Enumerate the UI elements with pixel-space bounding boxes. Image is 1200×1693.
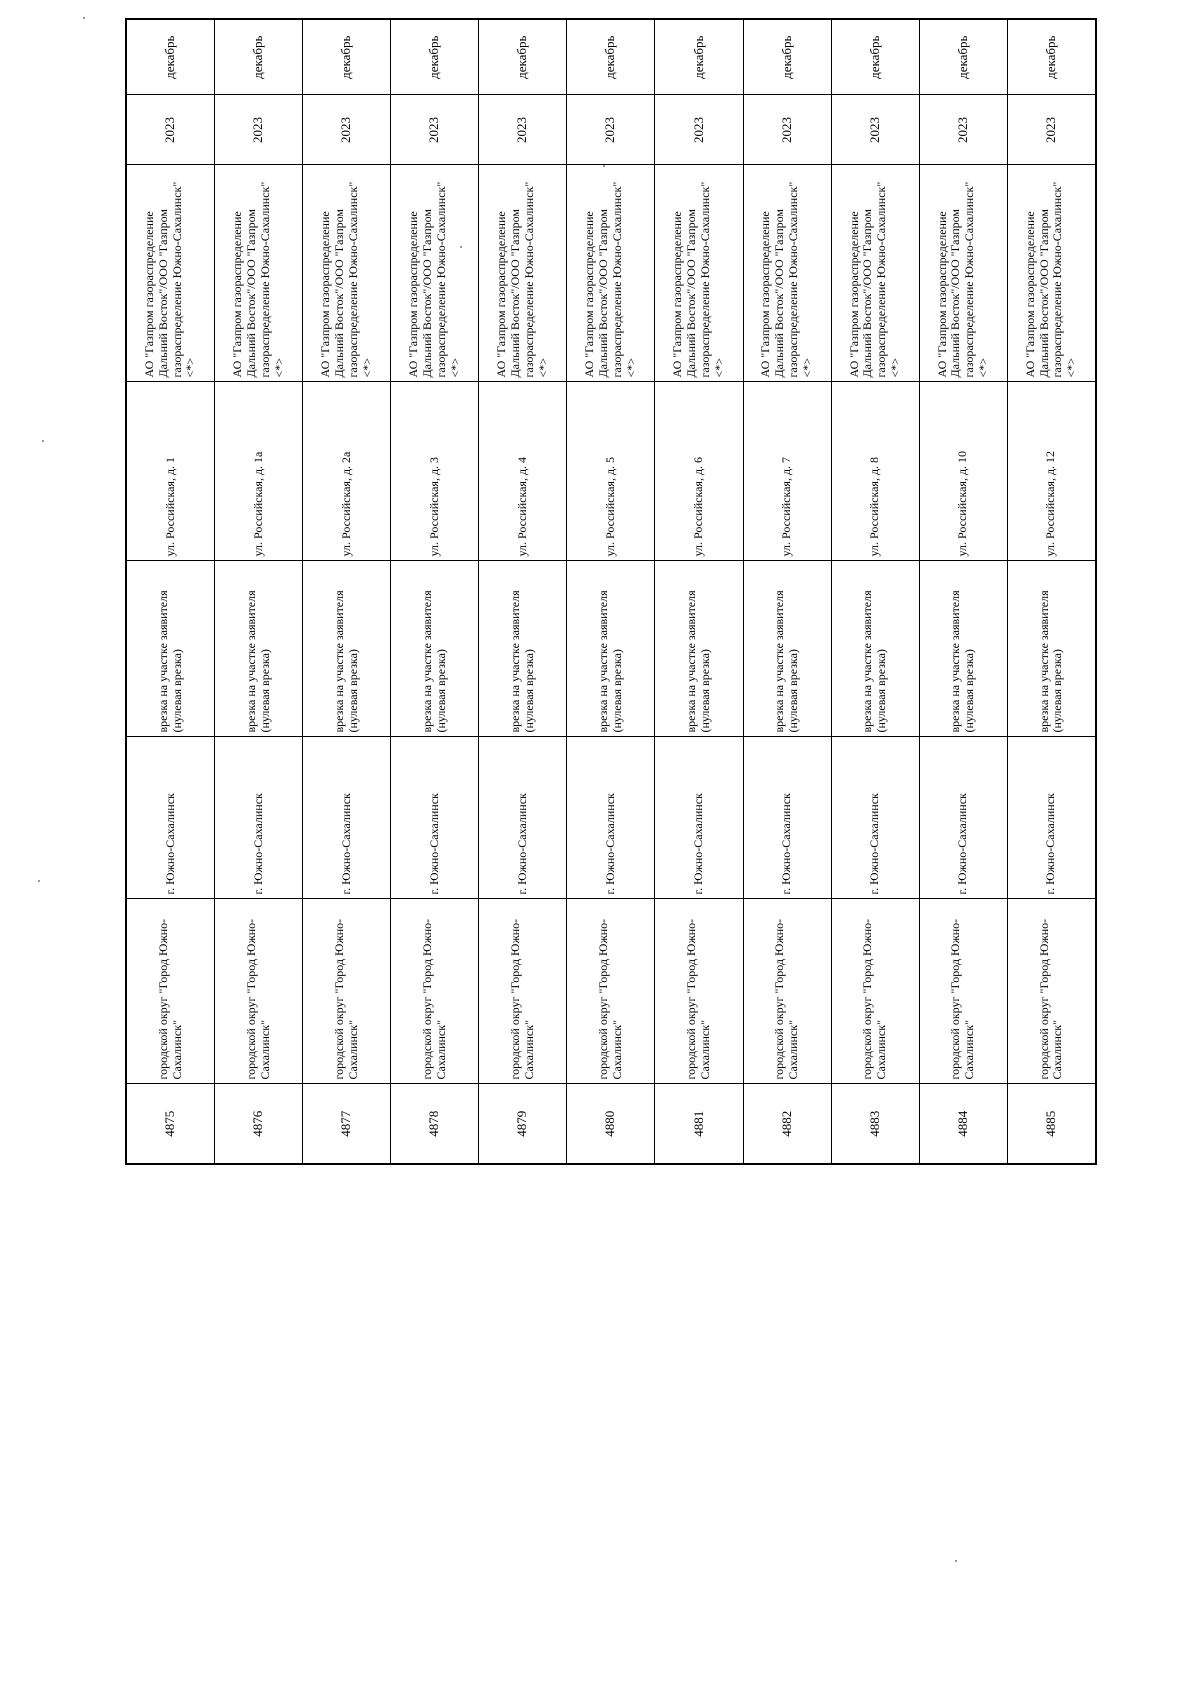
table-row xyxy=(655,19,743,1164)
year-cell: 2023 xyxy=(215,95,303,165)
scan-speck xyxy=(42,440,44,442)
row-number-cell: 4885 xyxy=(1007,1084,1096,1164)
organization-cell: АО "Газпром газораспределение Дальний Восток"/ООО "Газпром газораспределение Южно-Сахалинск" <*> xyxy=(126,165,215,382)
row-number-cell: 4875 xyxy=(126,1084,215,1164)
address-cell: ул. Российская, д. 1а xyxy=(215,382,303,561)
year-cell: 2023 xyxy=(126,95,215,165)
work-type-cell: врезка на участке заявителя (нулевая врезка) xyxy=(567,561,655,737)
table-row xyxy=(1007,19,1096,1164)
work-type-cell: врезка на участке заявителя (нулевая врезка) xyxy=(919,561,1007,737)
month-cell: декабрь xyxy=(303,19,391,95)
work-type-cell: врезка на участке заявителя (нулевая врезка) xyxy=(215,561,303,737)
month-cell: декабрь xyxy=(1007,19,1096,95)
rotated-table-frame xyxy=(125,35,1097,1165)
year-cell: 2023 xyxy=(743,95,831,165)
organization-cell: АО "Газпром газораспределение Дальний Восток"/ООО "Газпром газораспределение Южно-Сахалинск" <*> xyxy=(479,165,567,382)
municipal-district-cell: городской округ "Город Южно-Сахалинск" xyxy=(655,899,743,1084)
table-row xyxy=(831,19,919,1164)
table-row xyxy=(215,19,303,1164)
month-cell: декабрь xyxy=(919,19,1007,95)
work-type-cell: врезка на участке заявителя (нулевая врезка) xyxy=(1007,561,1096,737)
work-type-cell: врезка на участке заявителя (нулевая врезка) xyxy=(303,561,391,737)
municipal-district-cell: городской округ "Город Южно-Сахалинск" xyxy=(743,899,831,1084)
work-type-cell: врезка на участке заявителя (нулевая врезка) xyxy=(831,561,919,737)
municipal-district-cell: городской округ "Город Южно-Сахалинск" xyxy=(126,899,215,1084)
table-row xyxy=(479,19,567,1164)
work-type-cell: врезка на участке заявителя (нулевая врезка) xyxy=(479,561,567,737)
table-row xyxy=(391,19,479,1164)
year-cell: 2023 xyxy=(479,95,567,165)
settlement-cell: г. Южно-Сахалинск xyxy=(215,737,303,899)
row-number-cell: 4884 xyxy=(919,1084,1007,1164)
scan-speck xyxy=(955,1560,957,1562)
row-number-cell: 4880 xyxy=(567,1084,655,1164)
row-number-cell: 4881 xyxy=(655,1084,743,1164)
year-cell: 2023 xyxy=(919,95,1007,165)
municipal-district-cell: городской округ "Город Южно-Сахалинск" xyxy=(479,899,567,1084)
year-cell: 2023 xyxy=(655,95,743,165)
address-cell: ул. Российская, д. 7 xyxy=(743,382,831,561)
year-cell: 2023 xyxy=(303,95,391,165)
organization-cell: АО "Газпром газораспределение Дальний Восток"/ООО "Газпром газораспределение Южно-Сахалинск" <*> xyxy=(1007,165,1096,382)
settlement-cell: г. Южно-Сахалинск xyxy=(479,737,567,899)
table-row xyxy=(567,19,655,1164)
organization-cell: АО "Газпром газораспределение Дальний Восток"/ООО "Газпром газораспределение Южно-Сахалинск" <*> xyxy=(919,165,1007,382)
settlement-cell: г. Южно-Сахалинск xyxy=(126,737,215,899)
settlement-cell: г. Южно-Сахалинск xyxy=(743,737,831,899)
work-type-cell: врезка на участке заявителя (нулевая врезка) xyxy=(655,561,743,737)
municipal-district-cell: городской округ "Город Южно-Сахалинск" xyxy=(831,899,919,1084)
month-cell: декабрь xyxy=(743,19,831,95)
organization-cell: АО "Газпром газораспределение Дальний Восток"/ООО "Газпром газораспределение Южно-Сахалинск" <*> xyxy=(567,165,655,382)
address-cell: ул. Российская, д. 2а xyxy=(303,382,391,561)
address-cell: ул. Российская, д. 12 xyxy=(1007,382,1096,561)
organization-cell: АО "Газпром газораспределение Дальний Восток"/ООО "Газпром газораспределение Южно-Сахалинск" <*> xyxy=(303,165,391,382)
scan-speck xyxy=(83,17,85,19)
gas-connection-table xyxy=(125,18,1097,1165)
organization-cell: АО "Газпром газораспределение Дальний Восток"/ООО "Газпром газораспределение Южно-Сахалинск" <*> xyxy=(655,165,743,382)
address-cell: ул. Российская, д. 5 xyxy=(567,382,655,561)
organization-cell: АО "Газпром газораспределение Дальний Восток"/ООО "Газпром газораспределение Южно-Сахалинск" <*> xyxy=(831,165,919,382)
month-cell: декабрь xyxy=(126,19,215,95)
work-type-cell: врезка на участке заявителя (нулевая врезка) xyxy=(126,561,215,737)
month-cell: декабрь xyxy=(215,19,303,95)
year-cell: 2023 xyxy=(567,95,655,165)
municipal-district-cell: городской округ "Город Южно-Сахалинск" xyxy=(215,899,303,1084)
address-cell: ул. Российская, д. 6 xyxy=(655,382,743,561)
row-number-cell: 4876 xyxy=(215,1084,303,1164)
month-cell: декабрь xyxy=(479,19,567,95)
settlement-cell: г. Южно-Сахалинск xyxy=(303,737,391,899)
year-cell: 2023 xyxy=(831,95,919,165)
month-cell: декабрь xyxy=(655,19,743,95)
table-row xyxy=(919,19,1007,1164)
address-cell: ул. Российская, д. 4 xyxy=(479,382,567,561)
municipal-district-cell: городской округ "Город Южно-Сахалинск" xyxy=(567,899,655,1084)
row-number-cell: 4878 xyxy=(391,1084,479,1164)
row-number-cell: 4883 xyxy=(831,1084,919,1164)
year-cell: 2023 xyxy=(1007,95,1096,165)
municipal-district-cell: городской округ "Город Южно-Сахалинск" xyxy=(919,899,1007,1084)
month-cell: декабрь xyxy=(567,19,655,95)
address-cell: ул. Российская, д. 10 xyxy=(919,382,1007,561)
table-row xyxy=(743,19,831,1164)
settlement-cell: г. Южно-Сахалинск xyxy=(391,737,479,899)
organization-cell: АО "Газпром газораспределение Дальний Восток"/ООО "Газпром газораспределение Южно-Сахалинск" <*> xyxy=(215,165,303,382)
month-cell: декабрь xyxy=(831,19,919,95)
address-cell: ул. Российская, д. 1 xyxy=(126,382,215,561)
row-number-cell: 4882 xyxy=(743,1084,831,1164)
settlement-cell: г. Южно-Сахалинск xyxy=(919,737,1007,899)
settlement-cell: г. Южно-Сахалинск xyxy=(567,737,655,899)
table-row xyxy=(303,19,391,1164)
municipal-district-cell: городской округ "Город Южно-Сахалинск" xyxy=(303,899,391,1084)
table-row xyxy=(126,19,215,1164)
table-container xyxy=(125,35,1097,1165)
row-number-cell: 4877 xyxy=(303,1084,391,1164)
municipal-district-cell: городской округ "Город Южно-Сахалинск" xyxy=(391,899,479,1084)
work-type-cell: врезка на участке заявителя (нулевая врезка) xyxy=(391,561,479,737)
address-cell: ул. Российская, д. 8 xyxy=(831,382,919,561)
address-cell: ул. Российская, д. 3 xyxy=(391,382,479,561)
month-cell: декабрь xyxy=(391,19,479,95)
settlement-cell: г. Южно-Сахалинск xyxy=(1007,737,1096,899)
year-cell: 2023 xyxy=(391,95,479,165)
work-type-cell: врезка на участке заявителя (нулевая врезка) xyxy=(743,561,831,737)
organization-cell: АО "Газпром газораспределение Дальний Восток"/ООО "Газпром газораспределение Южно-Сахалинск" <*> xyxy=(743,165,831,382)
scan-speck xyxy=(38,880,40,882)
organization-cell: АО "Газпром газораспределение Дальний Восток"/ООО "Газпром газораспределение Южно-Сахалинск" <*> xyxy=(391,165,479,382)
municipal-district-cell: городской округ "Город Южно-Сахалинск" xyxy=(1007,899,1096,1084)
settlement-cell: г. Южно-Сахалинск xyxy=(655,737,743,899)
settlement-cell: г. Южно-Сахалинск xyxy=(831,737,919,899)
row-number-cell: 4879 xyxy=(479,1084,567,1164)
